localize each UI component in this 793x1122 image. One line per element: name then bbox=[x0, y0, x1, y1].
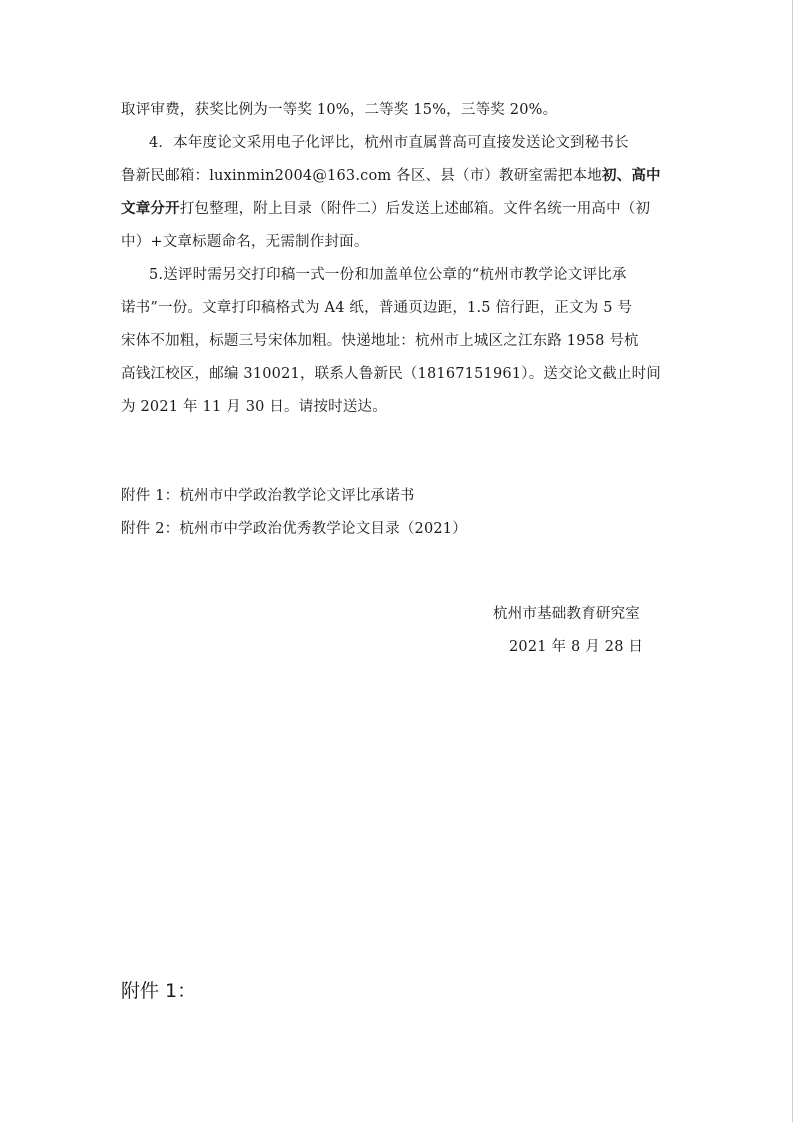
paragraph-5-line-3: 宋体不加粗，标题三号宋体加粗。快递地址：杭州市上城区之江东路 1958 号杭 bbox=[121, 333, 639, 349]
paragraph-5-line-5: 为 2021 年 11 月 30 日。请按时送达。 bbox=[121, 399, 387, 415]
attachment-list-item-1: 附件 1：杭州市中学政治教学论文评比承诺书 bbox=[121, 488, 415, 504]
paragraph-4-line-3 bbox=[121, 199, 650, 219]
attachment-list-item-2: 附件 2：杭州市中学政治优秀教学论文目录（2021） bbox=[121, 521, 467, 537]
paragraph-3-line-1: 取评审费，获奖比例为一等奖 10%，二等奖 15%，三等奖 20%。 bbox=[121, 102, 558, 118]
paragraph-4-line-2 bbox=[121, 166, 661, 186]
paragraph-4-line-2-text: 鲁新民邮箱：luxinmin2004@163.com 各区、县（市）教研室需把本地 bbox=[121, 168, 602, 184]
paragraph-4-line-3-bold: 文章分开 bbox=[121, 200, 180, 217]
paragraph-4-line-4: 中）+文章标题命名，无需制作封面。 bbox=[121, 234, 369, 250]
signature-date: 2021 年 8 月 28 日 bbox=[509, 639, 644, 655]
paragraph-5-line-2: 诺书”一份。文章打印稿格式为 A4 纸，普通页边距，1.5 倍行距，正文为 5 号 bbox=[121, 300, 633, 316]
paragraph-5-line-4: 高钱江校区，邮编 310021，联系人鲁新民（18167151961）。送交论文截止时间 bbox=[121, 366, 661, 382]
paragraph-4-line-3-text: 打包整理，附上目录（附件二）后发送上述邮箱。文件名统一用高中（初 bbox=[179, 201, 651, 217]
paragraph-4-line-1: 4．本年度论文采用电子化评比，杭州市直属普高可直接发送论文到秘书长 bbox=[149, 135, 629, 151]
signature-organization: 杭州市基础教育研究室 bbox=[493, 606, 640, 622]
paragraph-4-line-2-bold: 初、高中 bbox=[601, 167, 661, 184]
paragraph-5-line-1: 5.送评时需另交打印稿一式一份和加盖单位公章的“杭州市教学论文评比承 bbox=[149, 267, 627, 283]
attachment-1-heading: 附件 1： bbox=[121, 980, 197, 1002]
